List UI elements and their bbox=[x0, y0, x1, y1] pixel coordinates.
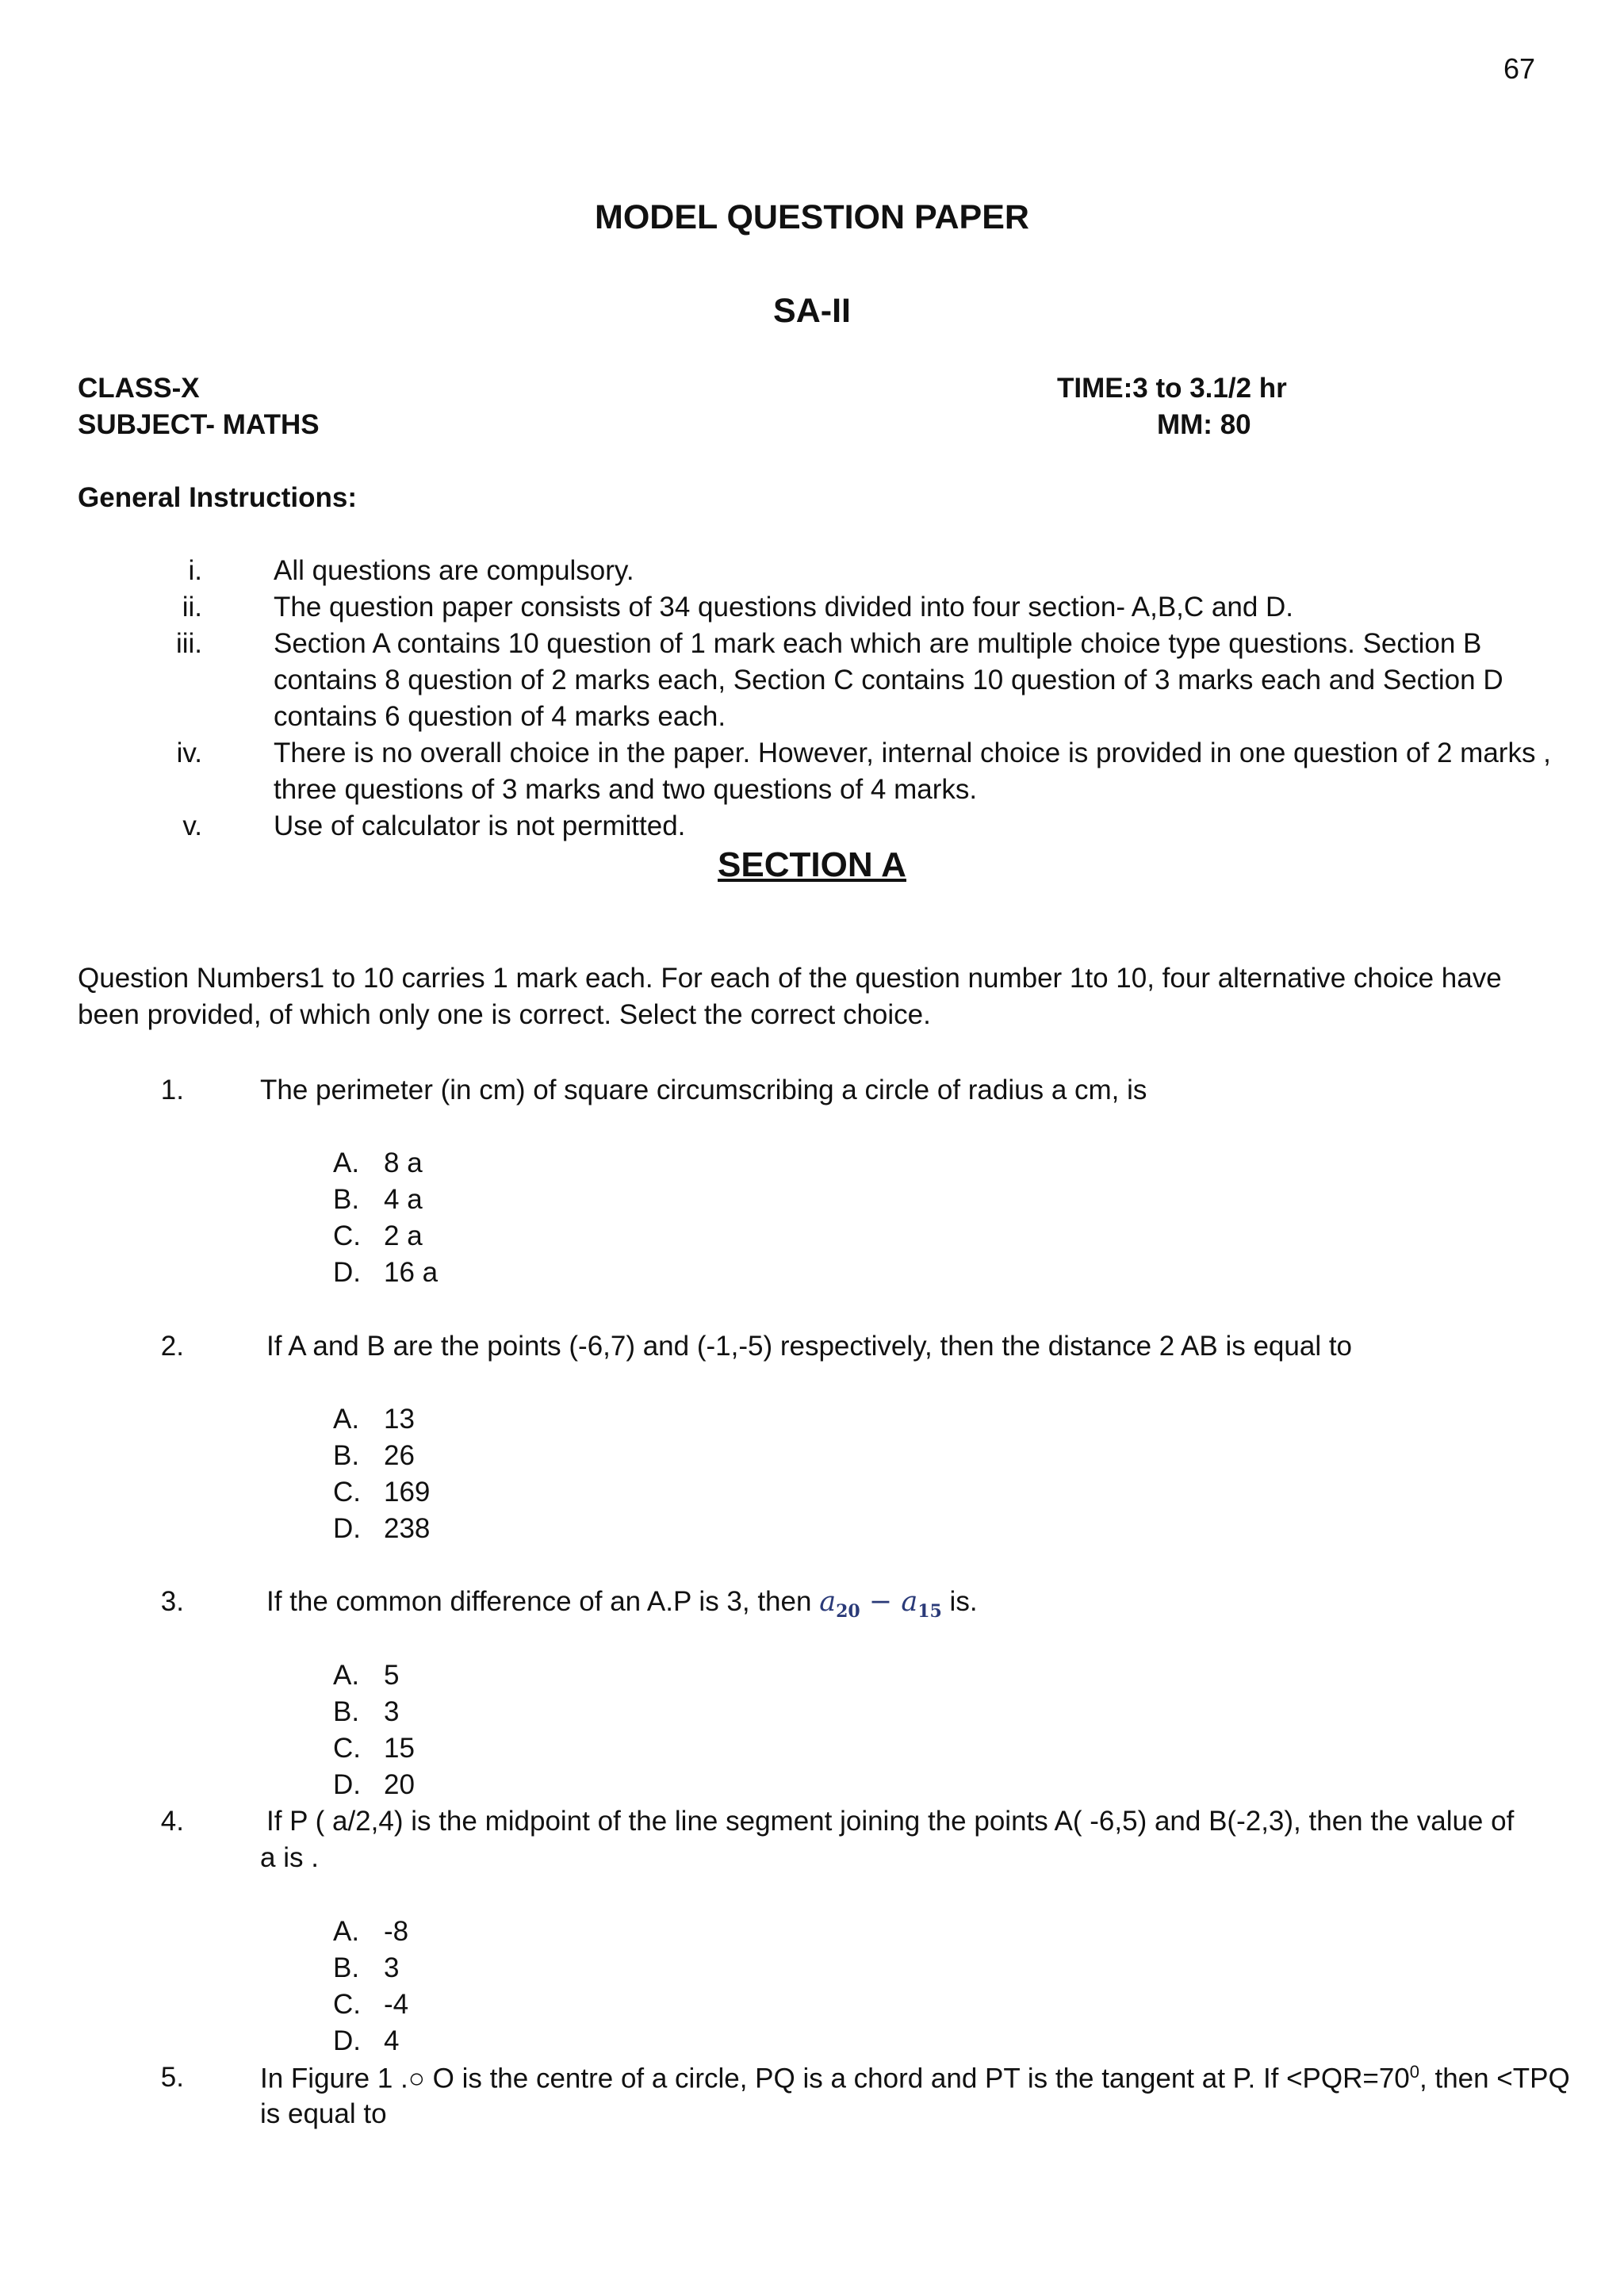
option-text: 26 bbox=[384, 1440, 415, 1471]
option-letter: B. bbox=[333, 1952, 360, 1983]
option-text: 169 bbox=[384, 1477, 431, 1508]
instruction-number: iii. bbox=[175, 628, 202, 659]
option-letter: C. bbox=[333, 1220, 361, 1251]
option-text: 2 a bbox=[384, 1220, 423, 1251]
option-text: -8 bbox=[384, 1916, 409, 1947]
class-label: CLASS-X bbox=[78, 373, 200, 404]
option-letter: A. bbox=[333, 1404, 360, 1435]
question-number: 4. bbox=[160, 1806, 184, 1837]
option-text: 16 a bbox=[384, 1257, 439, 1288]
option-letter: A. bbox=[333, 1916, 360, 1947]
option-text: 8 a bbox=[384, 1148, 423, 1178]
option-text: 3 bbox=[384, 1696, 400, 1727]
question-text-after: is. bbox=[949, 1586, 978, 1617]
instruction-number: i. bbox=[188, 555, 202, 586]
question-text: a is . bbox=[260, 1842, 319, 1873]
option-letter: B. bbox=[333, 1440, 360, 1471]
instruction-number: iv. bbox=[176, 738, 202, 768]
document-title: MODEL QUESTION PAPER bbox=[595, 198, 1029, 236]
option-text: 15 bbox=[384, 1733, 415, 1764]
option-letter: B. bbox=[333, 1696, 360, 1727]
option-text: 4 bbox=[384, 2025, 400, 2056]
instruction-text: three questions of 3 marks and two questions of 4 marks. bbox=[274, 774, 978, 805]
question-text: If P ( a/2,4) is the midpoint of the line segment joining the points A( -6,5) and B(-2,3), then the value of bbox=[266, 1806, 1515, 1837]
question-number: 1. bbox=[160, 1075, 184, 1105]
subject-label: SUBJECT- MATHS bbox=[78, 409, 320, 440]
instruction-text: The question paper consists of 34 questions divided into four section- A,B,C and D. bbox=[274, 592, 1294, 623]
option-text: -4 bbox=[384, 1989, 409, 2020]
option-letter: D. bbox=[333, 1513, 361, 1544]
instruction-text: contains 6 question of 4 marks each. bbox=[274, 701, 726, 732]
option-letter: D. bbox=[333, 2025, 361, 2056]
option-letter: B. bbox=[333, 1184, 360, 1215]
instruction-text: contains 8 question of 2 marks each, Section C contains 10 question of 3 marks each and Section D bbox=[274, 665, 1503, 695]
question-number: 5. bbox=[160, 2062, 184, 2093]
option-letter: C. bbox=[333, 1733, 361, 1764]
option-text: 5 bbox=[384, 1660, 400, 1691]
page-number: 67 bbox=[1503, 52, 1535, 85]
option-letter: D. bbox=[333, 1257, 361, 1288]
instructions-heading: General Instructions: bbox=[78, 482, 358, 513]
time-label: TIME:3 to 3.1/2 hr bbox=[1057, 373, 1287, 404]
instruction-text: There is no overall choice in the paper. However, internal choice is provided in one question of 2 marks , bbox=[274, 738, 1551, 768]
question-text-before: If the common difference of an A.P is 3, then bbox=[266, 1586, 812, 1617]
instruction-text: All questions are compulsory. bbox=[274, 555, 634, 586]
option-text: 238 bbox=[384, 1513, 431, 1544]
instruction-text: Use of calculator is not permitted. bbox=[274, 810, 686, 841]
document-subtitle: SA-II bbox=[773, 292, 851, 330]
option-letter: C. bbox=[333, 1989, 361, 2020]
option-letter: A. bbox=[333, 1148, 360, 1178]
option-text: 4 a bbox=[384, 1184, 423, 1215]
section-intro: been provided, of which only one is correct. Select the correct choice. bbox=[78, 999, 931, 1030]
question-text: The perimeter (in cm) of square circumscribing a circle of radius a cm, is bbox=[260, 1075, 1147, 1105]
question-number: 2. bbox=[160, 1331, 184, 1362]
option-text: 20 bbox=[384, 1769, 415, 1800]
option-text: 3 bbox=[384, 1952, 400, 1983]
instruction-number: v. bbox=[182, 810, 202, 841]
section-intro: Question Numbers1 to 10 carries 1 mark each. For each of the question number 1to 10, four alternative choice have bbox=[78, 963, 1502, 994]
option-letter: D. bbox=[333, 1769, 361, 1800]
question-text: If A and B are the points (-6,7) and (-1,-5) respectively, then the distance 2 AB is equal to bbox=[266, 1331, 1353, 1362]
section-heading: SECTION A bbox=[718, 845, 906, 884]
question-text bbox=[266, 1586, 978, 1622]
sequence-difference-formula: $a_{20} - a_{15}$ bbox=[819, 1586, 942, 1622]
marks-label: MM: 80 bbox=[1157, 409, 1251, 440]
option-letter: C. bbox=[333, 1477, 361, 1508]
option-letter: A. bbox=[333, 1660, 360, 1691]
question-text: In Figure 1 .○ O is the centre of a circle, PQ is a chord and PT is the tangent at P. $If <PQR=70^0$, then <TPQ bbox=[260, 2062, 1570, 2094]
instruction-text: Section A contains 10 question of 1 mark each which are multiple choice type questions. Section B bbox=[274, 628, 1482, 659]
option-text: 13 bbox=[384, 1404, 415, 1435]
instruction-number: ii. bbox=[182, 592, 202, 623]
question-number: 3. bbox=[160, 1586, 184, 1617]
question-text: is equal to bbox=[260, 2098, 387, 2129]
